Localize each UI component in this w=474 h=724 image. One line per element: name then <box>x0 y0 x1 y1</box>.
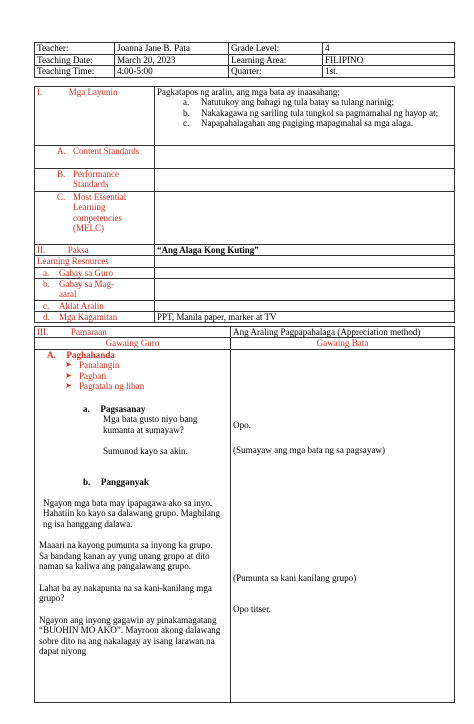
objective-text: Natutukoy ang bahagi ng tula batay sa tulang narinig; <box>201 97 394 108</box>
time-label: Teaching Time: <box>35 66 115 78</box>
resources-label: Learning Resources <box>35 256 155 267</box>
col-student-header: Gawaing Bata <box>231 338 455 349</box>
header-row-time <box>35 66 455 78</box>
section3-heading <box>35 327 231 338</box>
content-standards-cell <box>35 146 155 169</box>
date-label: Teaching Date: <box>35 54 115 66</box>
resource-text: Mga Kagamitan <box>59 312 118 323</box>
section2-num: II. <box>37 245 46 255</box>
pangganyak-p2: Maaari na kayong pumunta sa inyong ka grupo. <box>39 540 213 551</box>
resource-d <box>35 312 155 323</box>
arrow-bullet-icon: ➤ <box>65 381 72 391</box>
section3-num: III. <box>37 327 49 337</box>
resources-value <box>155 256 455 267</box>
procedure-body-row <box>35 349 455 702</box>
objective-text: Napapahalagahan ang pagiging mapagmahal sa mga alaga. <box>201 118 414 129</box>
resource-b-row <box>35 279 455 301</box>
pagsasanay-heading <box>39 404 228 414</box>
performance-letter: B. <box>57 169 66 179</box>
content-standards-row <box>35 146 455 169</box>
resource-c <box>35 300 155 311</box>
pangganyak-heading <box>39 477 228 487</box>
student-opo: Opo. <box>233 419 251 430</box>
objectives-row <box>35 87 455 146</box>
quarter-label: Quarter: <box>229 66 323 78</box>
section3-title: Pamaraan <box>70 327 107 337</box>
approach-text: Ang Araling Pagpapahalaga (Appreciation method) <box>231 327 455 338</box>
student-sumayaw: (Sumayaw ang mga bata ng sa pagsayaw) <box>233 444 386 455</box>
melc-label: Most Essential Learning competencies (MELC) <box>73 192 127 234</box>
resource-text: Aklat Aralin <box>59 300 104 311</box>
resource-letter: b. <box>43 279 50 290</box>
pangganyak-p4: Lahat ba ay nakapunta na sa kani-kanilang mga grupo? <box>39 582 212 604</box>
pagsasanay-letter: a. <box>83 403 90 414</box>
resource-c-row <box>35 300 455 311</box>
resource-b-value <box>155 279 455 301</box>
resource-text: Gabay sa Mag-aaral <box>59 279 114 300</box>
pangganyak-p1: Ngayon mga bata may ipapagawa ako sa inyo. Hahatiin ko kayo sa dalawang grupo. Magbilang ng isa hanggang dalawa. <box>43 497 221 529</box>
content-standards-value <box>155 146 455 169</box>
resources-row <box>35 256 455 267</box>
objective-letter: c. <box>183 118 190 129</box>
objectives-cell <box>155 87 455 146</box>
grade-value: 4 <box>323 43 455 55</box>
pangganyak-letter: b. <box>83 476 91 487</box>
pagsasanay-follow: Sumunod kayo sa akin. <box>103 446 188 457</box>
resource-d-row <box>35 312 455 323</box>
objective-letter: a. <box>183 97 190 108</box>
objectives-intro: Pagkatapos ng aralin, ang mga bata ay inaasahang; <box>157 87 340 97</box>
materials-value: PPT, Manila paper, marker at TV <box>155 312 455 323</box>
header-table <box>34 42 455 78</box>
performance-standards-row <box>35 169 455 192</box>
melc-letter: C. <box>57 192 66 202</box>
objective-letter: b. <box>183 107 190 118</box>
objective-a <box>157 97 452 107</box>
resource-a-value <box>155 267 455 278</box>
column-header-row <box>35 338 455 349</box>
procedure-header-row <box>35 327 455 338</box>
resource-letter: d. <box>43 312 50 323</box>
performance-standards-label: Performance Standards <box>73 169 119 190</box>
prep-item: ➤ Pagtatala ng liban <box>65 381 145 392</box>
topic-title: “Ang Alaga Kong Kuting” <box>155 245 455 256</box>
resource-b <box>35 279 155 301</box>
resource-a-row <box>35 267 455 278</box>
student-activities <box>231 349 455 702</box>
student-opo-titser: Opo titser. <box>233 603 271 614</box>
pangganyak-p3: Sa bandang kanan ay yung unang grupo at dito naman sa kaliwa ang pangalawang grupo. <box>39 550 210 572</box>
prep-letter: A. <box>47 349 56 360</box>
area-value: FILIPINO <box>323 54 455 66</box>
resource-a <box>35 267 155 278</box>
prep-heading <box>39 350 228 360</box>
resource-letter: c. <box>43 300 50 311</box>
paksa-row <box>35 245 455 256</box>
procedure-table <box>34 326 455 703</box>
objectives-table <box>34 86 455 323</box>
teacher-value: Joanna Jane B. Pata <box>115 43 229 55</box>
melc-row <box>35 192 455 245</box>
objective-c <box>157 118 452 128</box>
area-label: Learning Area: <box>229 54 323 66</box>
teacher-label: Teacher: <box>35 43 115 55</box>
section1-num: I. <box>37 87 43 97</box>
col-teacher-header: Gawaing Guro <box>35 338 231 349</box>
section2-title: Paksa <box>67 245 89 255</box>
resource-text: Gabay sa Guro <box>59 267 113 278</box>
student-pumunta: (Pumunta sa kani kanilang grupo) <box>233 572 357 583</box>
content-letter: A. <box>57 146 66 156</box>
pangganyak-title: Pangganyak <box>100 476 149 487</box>
section1-title: Mga Layunin <box>68 87 118 97</box>
grade-label: Grade Level: <box>229 43 323 55</box>
content-standards-label: Content Standards <box>73 146 140 156</box>
section2-heading <box>35 245 155 256</box>
header-row-date <box>35 54 455 66</box>
pagsasanay-title: Pagsasanay <box>100 403 146 414</box>
objective-b <box>157 108 452 118</box>
pagsasanay-question: Mga bata gusto niyo bang kumanta at sumayaw? <box>103 414 198 435</box>
prep-list <box>39 360 228 391</box>
prep-item: ➤ Panalangin <box>65 360 120 371</box>
resource-c-value <box>155 300 455 311</box>
objective-text: Nakakagawa ng sariling tula tungkol sa pagmamahal ng hayop at; <box>201 107 439 118</box>
teacher-activities <box>35 349 231 702</box>
melc-value <box>155 192 455 245</box>
performance-standards-cell <box>35 169 155 192</box>
date-value: March 20, 2023 <box>115 54 229 66</box>
quarter-value: 1st. <box>323 66 455 78</box>
melc-cell <box>35 192 155 245</box>
performance-standards-value <box>155 169 455 192</box>
arrow-bullet-icon: ➤ <box>65 370 72 380</box>
prep-title: Paghahanda <box>66 349 115 360</box>
time-value: 4:00-5:00 <box>115 66 229 78</box>
arrow-bullet-icon: ➤ <box>65 360 72 370</box>
header-row-teacher <box>35 43 455 55</box>
prep-item: ➤ Pagbati <box>65 370 107 381</box>
resource-letter: a. <box>43 267 50 278</box>
pangganyak-p5: Ngayon ang inyong gagawin ay pinakamagatang “BUOHIN MO AKO”. Mayroon akong dalawang sobre dito na ang nakalagay ay isang larawan na dapat niyong <box>39 614 221 656</box>
section1-heading <box>35 87 155 146</box>
